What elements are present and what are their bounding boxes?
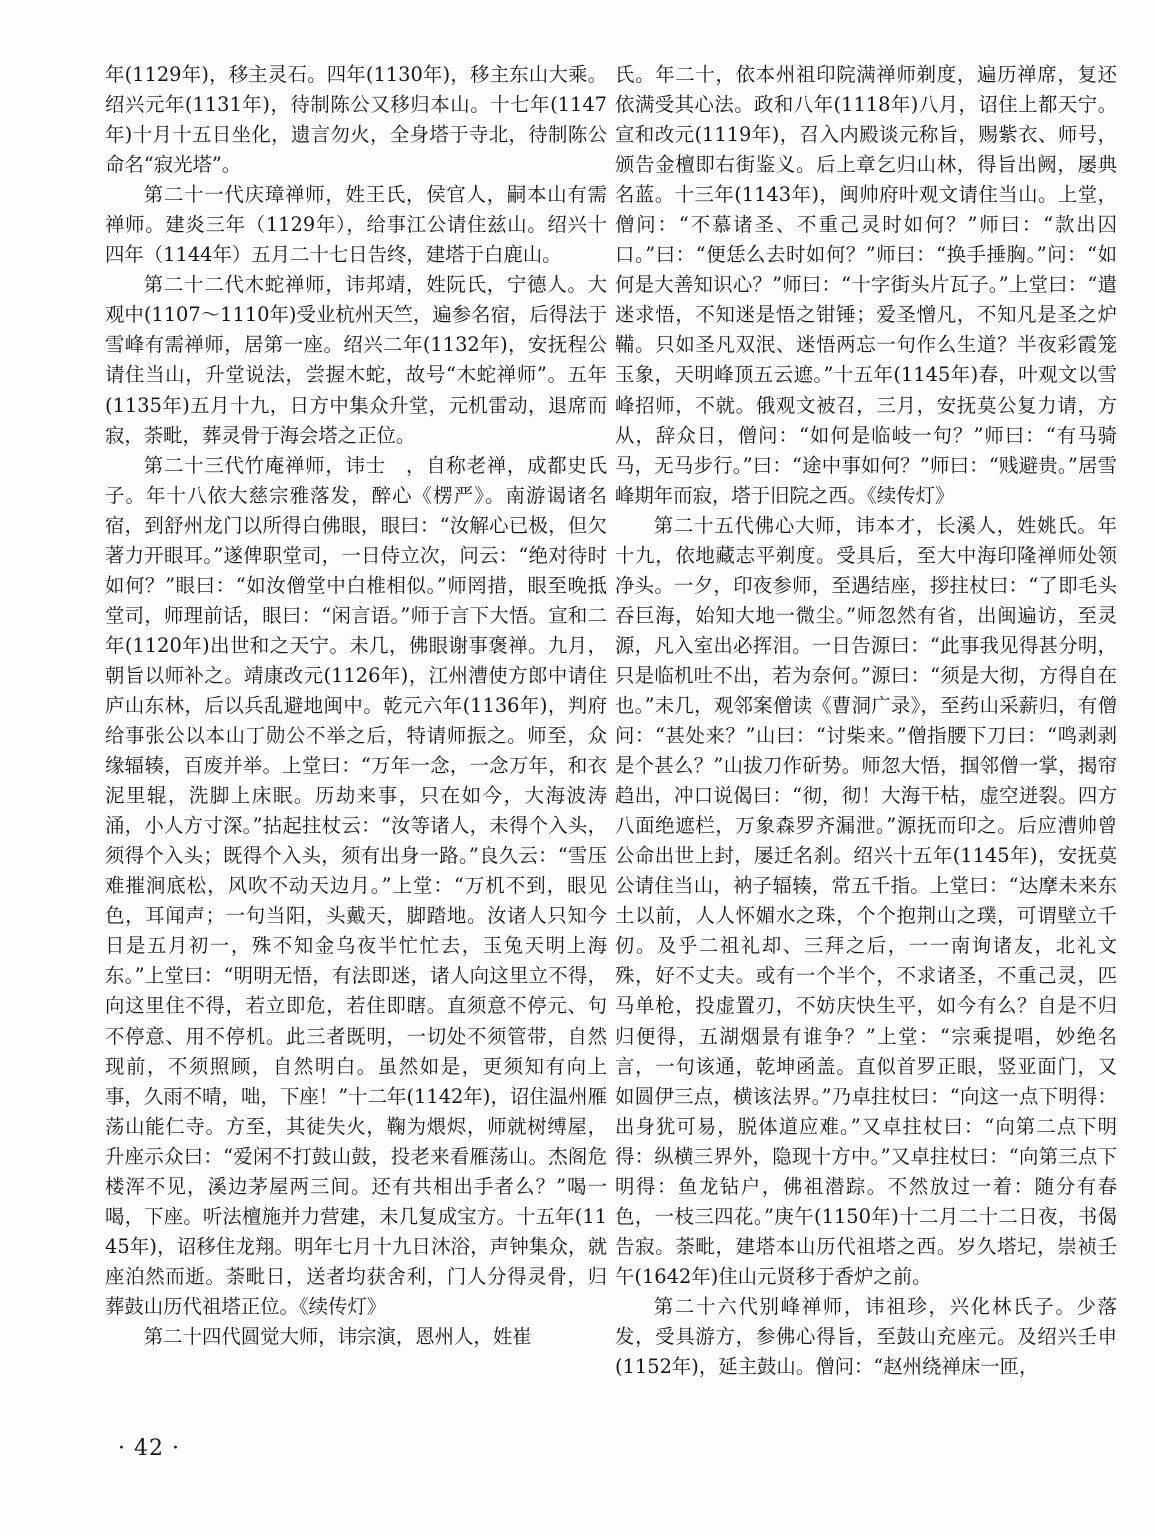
paragraph: 第二十一代庆璋禅师，姓王氏，侯官人，嗣本山有需禅师。建炎三年（1129年），给事江公请住兹山。绍兴十四年（1144年）五月二十七日告终，建塔于白鹿山。 [105,183,607,267]
paragraph: 年(1129年)，移主灵石。四年(1130年)，移主东山大乘。绍兴元年(1131年)，待制陈公又移归本山。十七年(1147年)十月十五日坐化，遗言勿火，全身塔于寺北，待制陈公命名“寂光塔”。 [105,63,607,177]
paragraph: 第二十四代圆觉大师，讳宗演，恩州人，姓崔 [143,1324,532,1348]
left-text-column [105,60,607,1352]
paragraph: 第二十三代竹庵禅师，讳士 ，自称老禅，成都史氏子。年十八依大慈宗雅落发，醉心《楞严》。南游谒诸名宿，到舒州龙门以所得白佛眼，眼曰：“汝解心已极，但欠著力开眼耳。”遂俾职堂司，一日侍立次，问云：“绝对待时如何？”眼曰：“如汝僧堂中白椎相似。”师罔措，眼至晚抵堂司，师理前话，眼曰：“闲言语。”师于言下大悟。宣和二年(1120年)出世和之天宁。未几，佛眼谢事褒禅。九月，朝旨以师补之。靖康改元(1126年)，江州漕使方郎中请住庐山东林，后以兵乱避地闽中。乾元六年(1136年)，判府给事张公以本山丁勋公不举之后，特请师振之。师至，众缘辐辏，百废并举。上堂曰：“万年一念，一念万年，和衣泥里辊，洗脚上床眠。历劫来事，只在如今，大海波涛涌，小人方寸深。”拈起拄杖云：“汝等诸人，未得个入头，须得个入头；既得个入头，须有出身一路。”良久云：“雪压难摧涧底松，风吹不动天边月。”上堂：“万机不到，眼见色，耳闻声；一句当阳，头戴天，脚踏地。汝诸人只知今日是五月初一，殊不知金乌夜半忙忙去，玉兔天明上海东。”上堂曰：“明明无悟，有法即迷，诸人向这里立不得，向这里住不得，若立即危，若住即瞎。直须意不停元、句不停意、用不停机。此三者既明，一切处不须管带，自然现前，不须照顾，自然明白。虽然如是，更须知有向上事，久雨不晴，咄，下座！”十二年(1142年)，诏住温州雁荡山能仁寺。方至，其徒失火，鞠为煨烬，师就树缚屋，升座示众曰：“爱闲不打鼓山鼓，投老来看雁荡山。杰阁危楼浑不见，溪边茅屋两三间。还有共相出手者么？”喝一喝，下座。听法檀施并力营建，未几复成宝方。十五年(1145年)，诏移住龙翔。明年七月十九日沐浴，声钟集众，就座泊然而逝。荼毗日，送者均获舍利，门人分得灵骨，归葬鼓山历代祖塔正位。《续传灯》 [105,453,607,1318]
paragraph: 氏。年二十，依本州祖印院满禅师剃度，遍历禅席，复还依满受其心法。政和八年(1118年)八月，诏住上都天宁。宣和改元(1119年)，召入内殿谈元称旨，赐紫衣、师号，颁告金檀即右街鉴义。后上章乞归山林，得旨出阙，屡典名蓝。十三年(1143年)，闽帅府叶观文请住当山。上堂，僧问：“不慕诸圣、不重己灵时如何？”师曰：“款出囚口。”曰：“便恁么去时如何？”师曰：“换手捶胸。”问：“如何是大善知识心？”师曰：“十字街头片瓦子。”上堂曰：“遣迷求悟，不知迷是悟之钳锤；爱圣憎凡，不知凡是圣之炉鞴。只如圣凡双泯、迷悟两忘一句作么生道？半夜彩霞笼玉象，天明峰顶五云遮。”十五年(1145年)春，叶观文以雪峰招师，不就。俄观文被召，三月，安抚莫公复力请，方从，辞众日，僧问：“如何是临岐一句？”师曰：“有马骑马，无马步行。”曰：“途中事如何？”师曰：“贱避贵。”居雪峰期年而寂，塔于旧院之西。《续传灯》 [615,63,1117,507]
right-text-column [615,60,1117,1382]
paragraph: 第二十二代木蛇禅师，讳邦靖，姓阮氏，宁德人。大观中(1107～1110年)受业杭州天竺，遍参名宿，后得法于雪峰有需禅师，居第一座。绍兴二年(1132年)，安抚程公请住当山，升堂说法，尝握木蛇，故号“木蛇禅师”。五年(1135年)五月十九，日方中集众升堂，元机雷动，退席而寂，荼毗，葬灵骨于海会塔之正位。 [105,273,607,447]
paragraph: 第二十五代佛心大师，讳本才，长溪人，姓姚氏。年十九，依地藏志平剃度。受具后，至大中海印隆禅师处领净头。一夕，印夜参师，至遇结座，拶拄杖曰：“了即毛头吞巨海，始知大地一微尘。”师忽然有省，出闽遍访，至灵源，凡入室出必挥泪。一日告源曰：“此事我见得甚分明，只是临机吐不出，若为奈何。”源曰：“须是大彻，方得自在也。”未几，观邻案僧读《曹洞广录》，至药山采薪归，有僧问：“甚处来？”山曰：“讨柴来。”僧指腰下刀曰：“鸣剥剥是个甚么？”山拔刀作斫势。师忽大悟，掴邻僧一掌，揭帘趋出，冲口说偈曰：“彻，彻！大海干枯，虚空迸裂。四方八面绝遮栏，万象森罗齐漏泄。”源抚而印之。后应漕帅曾公命出世上封，屡迁名刹。绍兴十五年(1145年)，安抚莫公请住当山，衲子辐辏，常五千指。上堂曰：“达摩未来东土以前，人人怀媚水之珠，个个抱荆山之璞，可谓壁立千仞。及乎二祖礼却、三拜之后，一一南询诸友，北礼文殊，好不丈夫。或有一个半个，不求诸圣，不重己灵，匹马单枪，投虚置刃，不妨庆快生平，如今有么？自是不归归便得，五湖烟景有谁争？”上堂：“宗乘提唱，妙绝名言，一句该通，乾坤函盖。直似首罗正眼，竖亚面门，又如圆伊三点，横该法界。”乃卓拄杖曰：“向这一点下明得：出身犹可易，脱体道应难。”又卓拄杖曰：“向第二点下明得：纵横三界外，隐现十方中。”又卓拄杖曰：“向第三点下明得：鱼龙钻户，佛祖潜踪。不然放过一着：随分有春色，一枝三四花。”庚午(1150年)十二月二十二日夜，书偈告寂。荼毗，建塔本山历代祖塔之西。岁久塔圮，崇祯壬午(1642年)住山元贤移于香炉之前。 [615,513,1117,1288]
page-number: · 42 · [118,1436,180,1461]
paragraph: 第二十六代别峰禅师，讳祖珍，兴化林氏子。少落发，受具游方，参佛心得旨，至鼓山充座元。及绍兴壬申(1152年)，延主鼓山。僧问：“赵州绕禅床一匝， [615,1294,1117,1379]
